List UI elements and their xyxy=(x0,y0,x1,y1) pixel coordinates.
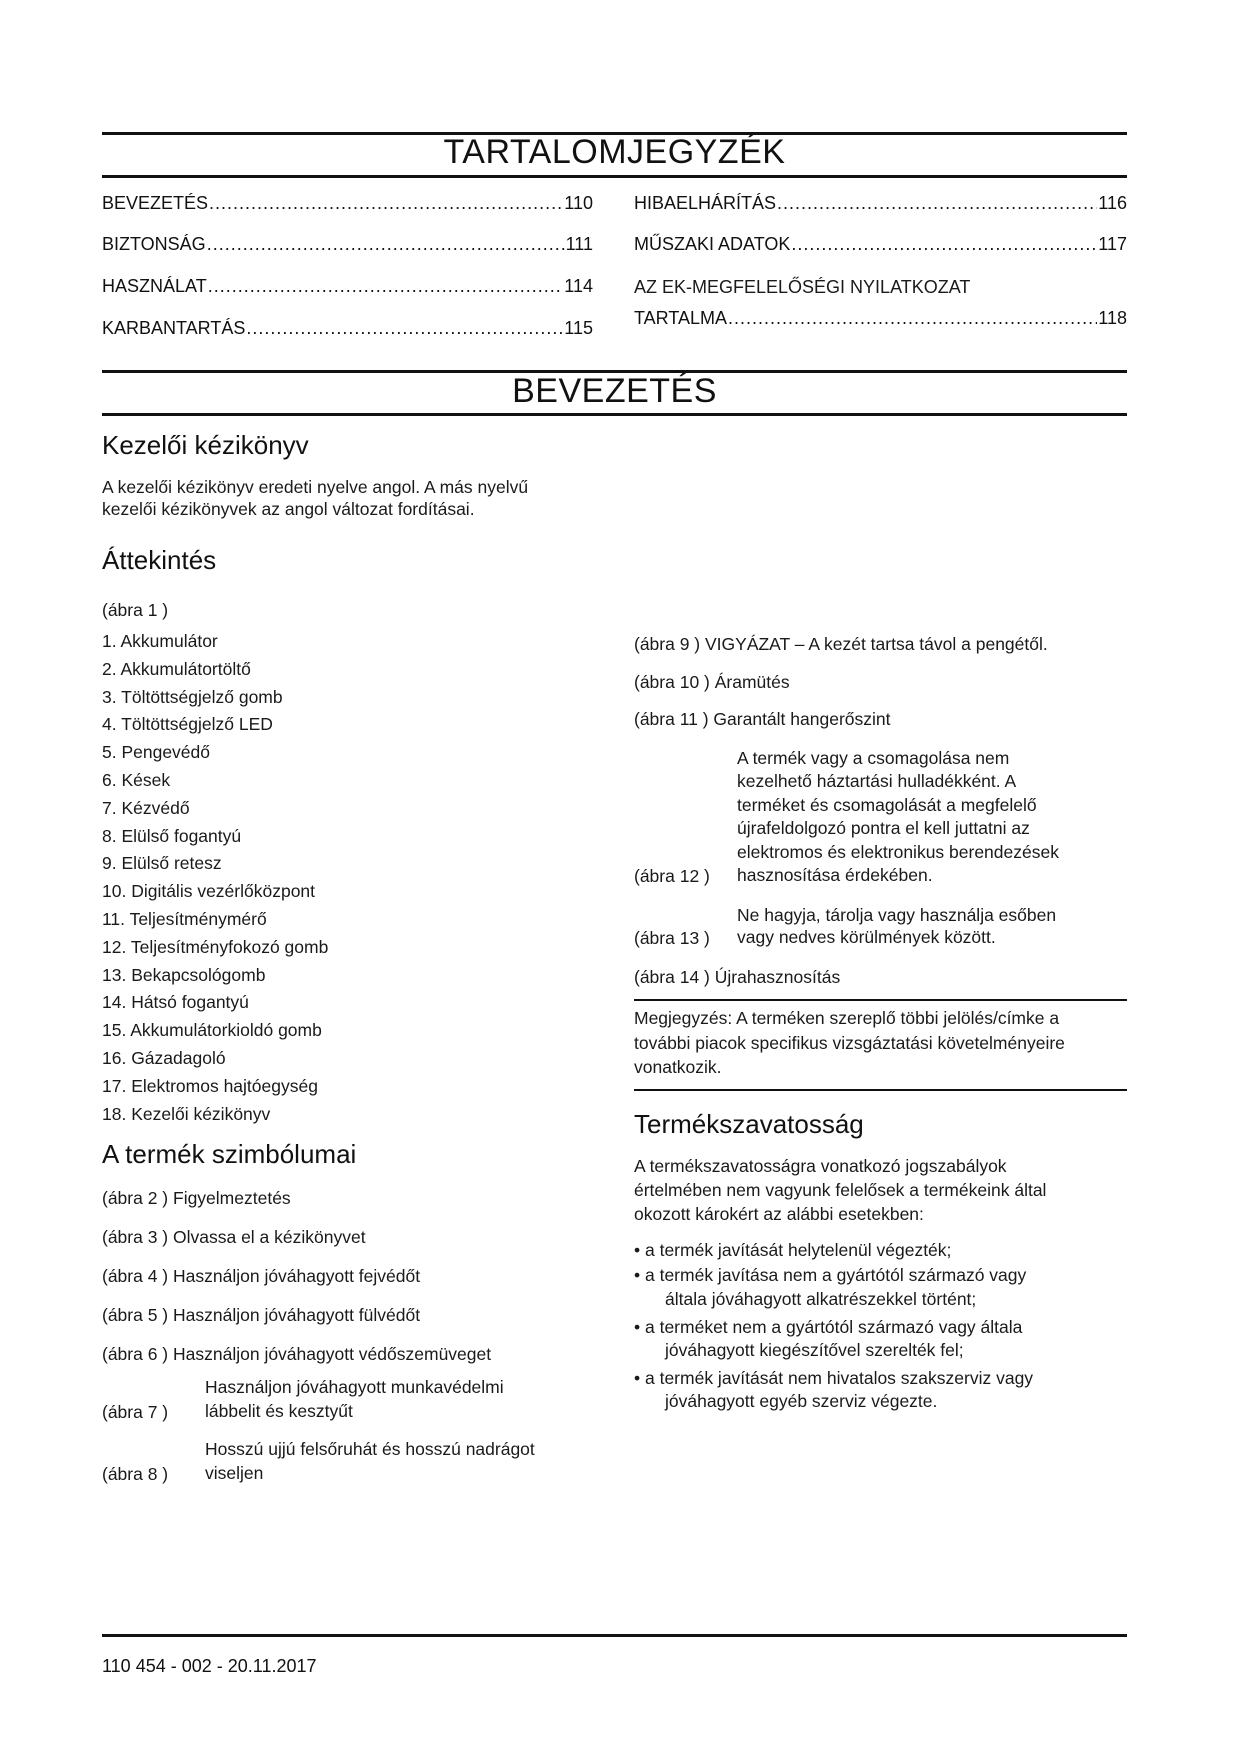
part-item-5: 5. Pengevédő xyxy=(102,742,211,763)
part-item-16: 16. Gázadagoló xyxy=(102,1048,226,1068)
warranty-line1: A termékszavatosságra vonatkozó jogszabályok xyxy=(634,1156,1007,1176)
symbol-fig6: (ábra 6 ) Használjon jóváhagyott védőszemüveget xyxy=(102,1344,492,1364)
part-item-11: 11. Teljesítménymérő xyxy=(102,909,267,929)
toc-title: TARTALOMJEGYZÉK xyxy=(443,133,786,171)
warranty-line3: okozott károkért az alábbi esetekben: xyxy=(634,1204,924,1224)
part-item-1: 1. Akkumulátor xyxy=(102,631,218,651)
note-text: A terméken szereplő többi jelölés/címke a xyxy=(732,1008,1060,1028)
footer-doc-number: 110 454 - 002 - 20.11.2017 xyxy=(102,1656,317,1676)
note-line3: vonatkozik. xyxy=(634,1057,722,1077)
toc-item-hibaelharitas[interactable]: HIBAELHÁRÍTÁS ..... 116 xyxy=(634,193,1127,214)
toc-bottom-rule xyxy=(102,175,1127,178)
warranty-bullet-2-l1: • a termék javítása nem a gyártótól származó vagy xyxy=(634,1265,1027,1285)
symbol-fig7-text1: Használjon jóváhagyott munkavédelmi xyxy=(205,1377,504,1397)
part-item-14: 14. Hátsó fogantyú xyxy=(102,992,249,1013)
symbol-fig2: (ábra 2 ) Figyelmeztetés xyxy=(102,1188,291,1208)
warranty-bullet-3-l1: • a terméket nem a gyártótól származó vagy általa xyxy=(634,1317,1023,1337)
symbol-fig11: (ábra 11 ) Garantált hangerőszint xyxy=(634,709,891,729)
warranty-heading: Termékszavatosság xyxy=(634,1109,864,1139)
manual-text-1: A kezelői kézikönyv eredeti nyelve angol. A más nyelvű xyxy=(102,477,529,497)
symbol-fig4: (ábra 4 ) Használjon jóváhagyott fejvédőt xyxy=(102,1266,421,1286)
part-item-18: 18. Kezelői kézikönyv xyxy=(102,1103,271,1124)
note-top-rule xyxy=(634,999,1127,1001)
symbol-fig12-ref: (ábra 12 ) xyxy=(634,866,710,886)
toc-item-biztonsag[interactable]: BIZTONSÁG ..... 111 xyxy=(102,234,593,255)
warranty-line2: értelmében nem vagyunk felelősek a termékeink által xyxy=(634,1180,1047,1200)
symbol-fig12-line6: hasznosítása érdekében. xyxy=(737,865,933,885)
symbol-fig13-line1: Ne hagyja, tárolja vagy használja esőben xyxy=(737,905,1057,925)
symbol-fig3: (ábra 3 ) Olvassa el a kézikönyvet xyxy=(102,1227,366,1247)
part-item-13: 13. Bekapcsológomb xyxy=(102,964,266,985)
symbol-fig12-line4: újrafeldolgozó pontra el kell juttatni az xyxy=(737,818,1030,838)
toc-item-ek-megfelelosegi[interactable]: TARTALMA ..... 118 xyxy=(634,308,1127,329)
symbol-fig9: (ábra 9 ) VIGYÁZAT – A kezét tartsa távol a pengétől. xyxy=(634,634,1048,654)
symbol-fig8-text1: Hosszú ujjú felsőruhát és hosszú nadrágot xyxy=(205,1439,535,1459)
symbol-fig7-text2: lábbelit és kesztyűt xyxy=(205,1401,353,1421)
overview-ref: (ábra 1 ) xyxy=(102,600,169,620)
symbol-fig14: (ábra 14 ) Újrahasznosítás xyxy=(634,967,841,987)
toc-item-bevezetes[interactable]: BEVEZETÉS ..... 110 xyxy=(102,193,593,214)
symbol-fig12-line1: A termék vagy a csomagolása nem xyxy=(737,748,1010,768)
toc-item-hasznalat[interactable]: HASZNÁLAT ..... 114 xyxy=(102,276,593,297)
warranty-bullet-2-l2: általa jóváhagyott alkatrészekkel történt; xyxy=(665,1289,977,1309)
part-item-15: 15. Akkumulátorkioldó gomb xyxy=(102,1020,322,1041)
symbol-fig12-line5: elektromos és elektronikus berendezések xyxy=(737,842,1059,862)
note-line1 xyxy=(634,1007,1059,1029)
part-item-2: 2. Akkumulátortöltő xyxy=(102,658,251,679)
symbol-fig13-ref: (ábra 13 ) xyxy=(634,928,710,948)
symbol-fig5: (ábra 5 ) Használjon jóváhagyott fülvédőt xyxy=(102,1305,421,1325)
intro-bottom-rule xyxy=(102,413,1127,416)
footer-rule xyxy=(102,1634,1127,1637)
warranty-bullet-4-l1: • a termék javítását nem hivatalos szakszerviz vagy xyxy=(634,1368,1034,1388)
part-item-6: 6. Kések xyxy=(102,770,171,790)
intro-title: BEVEZETÉS xyxy=(512,372,717,410)
overview-heading: Áttekintés xyxy=(102,545,217,575)
symbol-fig13-line2: vagy nedves körülmények között. xyxy=(737,927,996,947)
part-item-10: 10. Digitális vezérlőközpont xyxy=(102,881,316,902)
symbol-fig12-line3: terméket és csomagolását a megfelelő xyxy=(737,795,1037,815)
manual-heading: Kezelői kézikönyv xyxy=(102,430,309,460)
note-bottom-rule xyxy=(634,1089,1127,1091)
note-label: Megjegyzés: xyxy=(634,1008,733,1028)
symbol-fig8-ref: (ábra 8 ) xyxy=(102,1464,169,1484)
toc-item-karbantartas[interactable]: KARBANTARTÁS ..... 115 xyxy=(102,318,593,339)
part-item-8: 8. Elülső fogantyú xyxy=(102,825,242,846)
part-item-3: 3. Töltöttségjelző gomb xyxy=(102,686,283,707)
symbol-fig7-ref: (ábra 7 ) xyxy=(102,1402,169,1422)
warranty-bullet-4-l2: jóváhagyott egyéb szerviz végezte. xyxy=(665,1391,938,1411)
warranty-bullet-1: • a termék javítását helytelenül végezték; xyxy=(634,1240,952,1260)
part-item-7: 7. Kézvédő xyxy=(102,797,190,818)
part-item-9: 9. Elülső retesz xyxy=(102,853,222,874)
toc-item-ek-line1[interactable]: AZ EK-MEGFELELŐSÉGI NYILATKOZAT xyxy=(634,277,971,297)
symbol-fig10: (ábra 10 ) Áramütés xyxy=(634,672,790,692)
symbol-fig8-text2: viseljen xyxy=(205,1463,264,1483)
manual-text-2: kezelői kézikönyvek az angol változat fordításai. xyxy=(102,499,475,519)
symbol-fig12-line2: kezelhető háztartási hulladékként. A xyxy=(737,771,1017,791)
warranty-bullet-3-l2: jóváhagyott kiegészítővel szerelték fel; xyxy=(665,1340,964,1360)
part-item-12: 12. Teljesítményfokozó gomb xyxy=(102,936,329,957)
part-item-17: 17. Elektromos hajtóegység xyxy=(102,1075,318,1096)
toc-item-muszaki-adatok[interactable]: MŰSZAKI ADATOK ..... 117 xyxy=(634,234,1127,255)
part-item-4: 4. Töltöttségjelző LED xyxy=(102,714,273,735)
symbols-heading: A termék szimbólumai xyxy=(102,1139,357,1169)
note-line2: további piacok specifikus vizsgáztatási követelményeire xyxy=(634,1033,1065,1053)
